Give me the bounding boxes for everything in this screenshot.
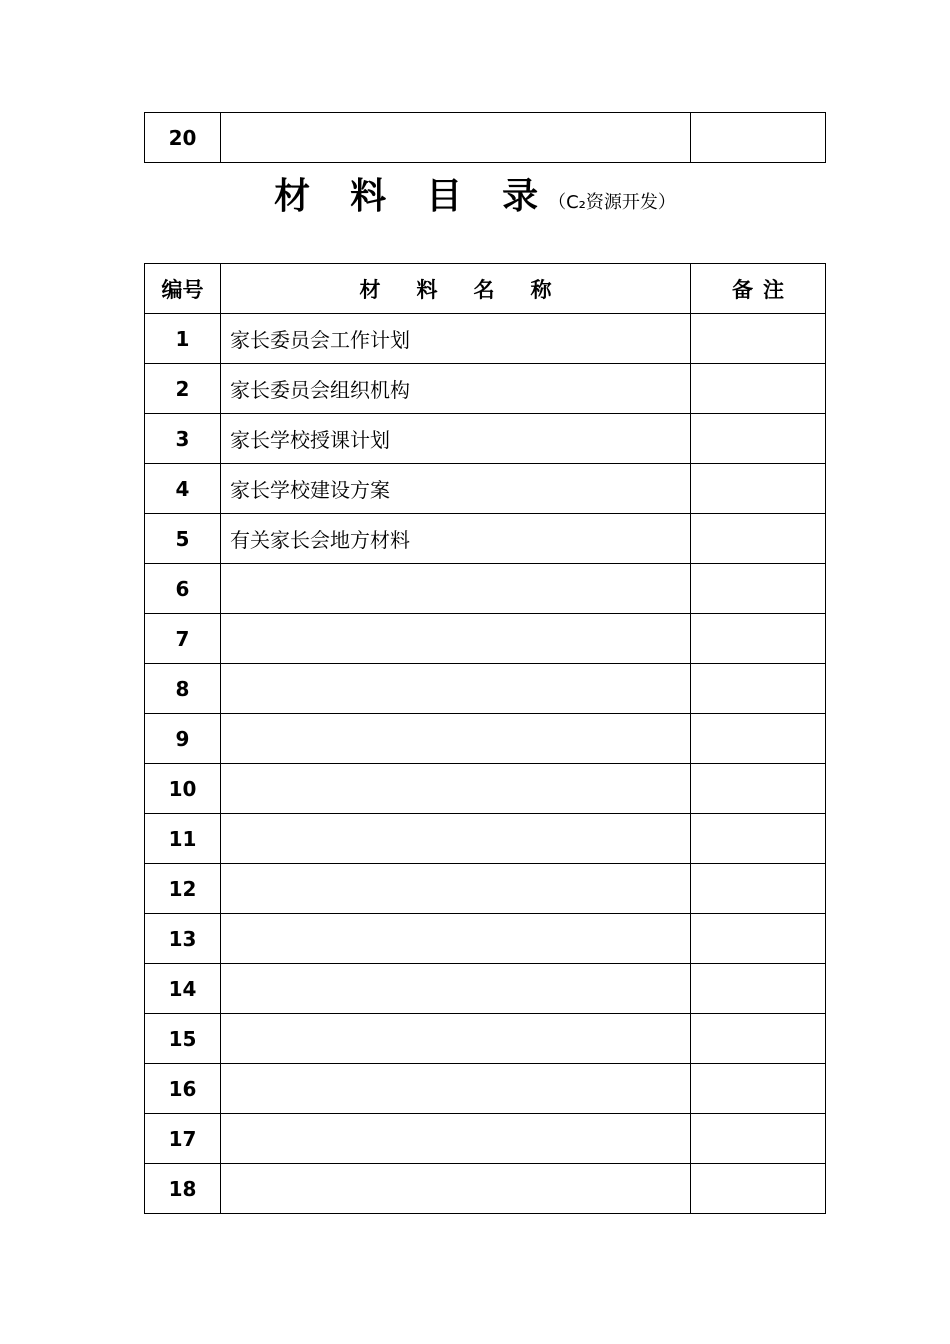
table-row — [145, 514, 826, 564]
row-material-name — [221, 564, 691, 614]
row-number: 6 — [145, 564, 221, 614]
row-note — [691, 314, 826, 364]
row-material-name — [221, 1114, 691, 1164]
row-number: 14 — [145, 964, 221, 1014]
row-number: 18 — [145, 1164, 221, 1214]
row-material-name: 家长委员会组织机构 — [221, 364, 691, 414]
materials-table — [144, 263, 826, 1214]
row-number: 5 — [145, 514, 221, 564]
table-row — [145, 614, 826, 664]
table-row — [145, 714, 826, 764]
row-number: 12 — [145, 864, 221, 914]
row-note — [691, 814, 826, 864]
row-material-name — [221, 764, 691, 814]
row-number: 11 — [145, 814, 221, 864]
table-row — [145, 1114, 826, 1164]
table-row — [145, 764, 826, 814]
table-header-row — [145, 264, 826, 314]
row-note — [691, 614, 826, 664]
row-note — [691, 564, 826, 614]
title-subtitle: （C₂资源开发） — [548, 192, 676, 213]
row-note — [691, 1014, 826, 1064]
row-number: 16 — [145, 1064, 221, 1114]
table-row — [145, 464, 826, 514]
row-number: 3 — [145, 414, 221, 464]
row-material-name — [221, 1014, 691, 1064]
table-row — [145, 964, 826, 1014]
table-row — [145, 113, 826, 163]
row-number: 17 — [145, 1114, 221, 1164]
row-number: 20 — [145, 113, 221, 163]
row-note — [691, 514, 826, 564]
table-row — [145, 864, 826, 914]
table-row — [145, 814, 826, 864]
row-material-name: 家长委员会工作计划 — [221, 314, 691, 364]
row-material-name — [221, 914, 691, 964]
row-material-name — [221, 714, 691, 764]
document-title — [0, 168, 950, 219]
row-number: 1 — [145, 314, 221, 364]
row-note — [691, 764, 826, 814]
row-material-name — [221, 864, 691, 914]
row-material-name — [221, 664, 691, 714]
table-row — [145, 914, 826, 964]
table-body — [145, 314, 826, 1214]
row-material-name — [221, 614, 691, 664]
table-row — [145, 1164, 826, 1214]
row-note — [691, 464, 826, 514]
table-row — [145, 564, 826, 614]
table-row — [145, 1014, 826, 1064]
row-material-name — [221, 814, 691, 864]
row-note — [691, 1164, 826, 1214]
row-note — [691, 864, 826, 914]
row-number: 13 — [145, 914, 221, 964]
previous-page-table — [144, 112, 826, 163]
header-number: 编号 — [145, 264, 221, 314]
table-row — [145, 664, 826, 714]
row-material-name: 家长学校授课计划 — [221, 414, 691, 464]
row-material-name: 家长学校建设方案 — [221, 464, 691, 514]
row-note — [691, 1064, 826, 1114]
row-note — [691, 714, 826, 764]
row-number: 7 — [145, 614, 221, 664]
table-row — [145, 414, 826, 464]
row-material-name — [221, 1064, 691, 1114]
row-number: 9 — [145, 714, 221, 764]
header-material-name: 材料名称 — [221, 264, 691, 314]
row-number: 4 — [145, 464, 221, 514]
row-number: 2 — [145, 364, 221, 414]
row-note — [691, 414, 826, 464]
row-number: 8 — [145, 664, 221, 714]
row-note — [691, 964, 826, 1014]
row-material-name — [221, 113, 691, 163]
row-material-name — [221, 1164, 691, 1214]
row-note — [691, 113, 826, 163]
title-main: 材料目录 — [274, 176, 579, 217]
row-note — [691, 1114, 826, 1164]
table-row — [145, 364, 826, 414]
row-material-name — [221, 964, 691, 1014]
row-material-name: 有关家长会地方材料 — [221, 514, 691, 564]
row-note — [691, 914, 826, 964]
header-note: 备注 — [691, 264, 826, 314]
row-note — [691, 364, 826, 414]
row-number: 10 — [145, 764, 221, 814]
row-note — [691, 664, 826, 714]
table-row — [145, 314, 826, 364]
table-row — [145, 1064, 826, 1114]
row-number: 15 — [145, 1014, 221, 1064]
